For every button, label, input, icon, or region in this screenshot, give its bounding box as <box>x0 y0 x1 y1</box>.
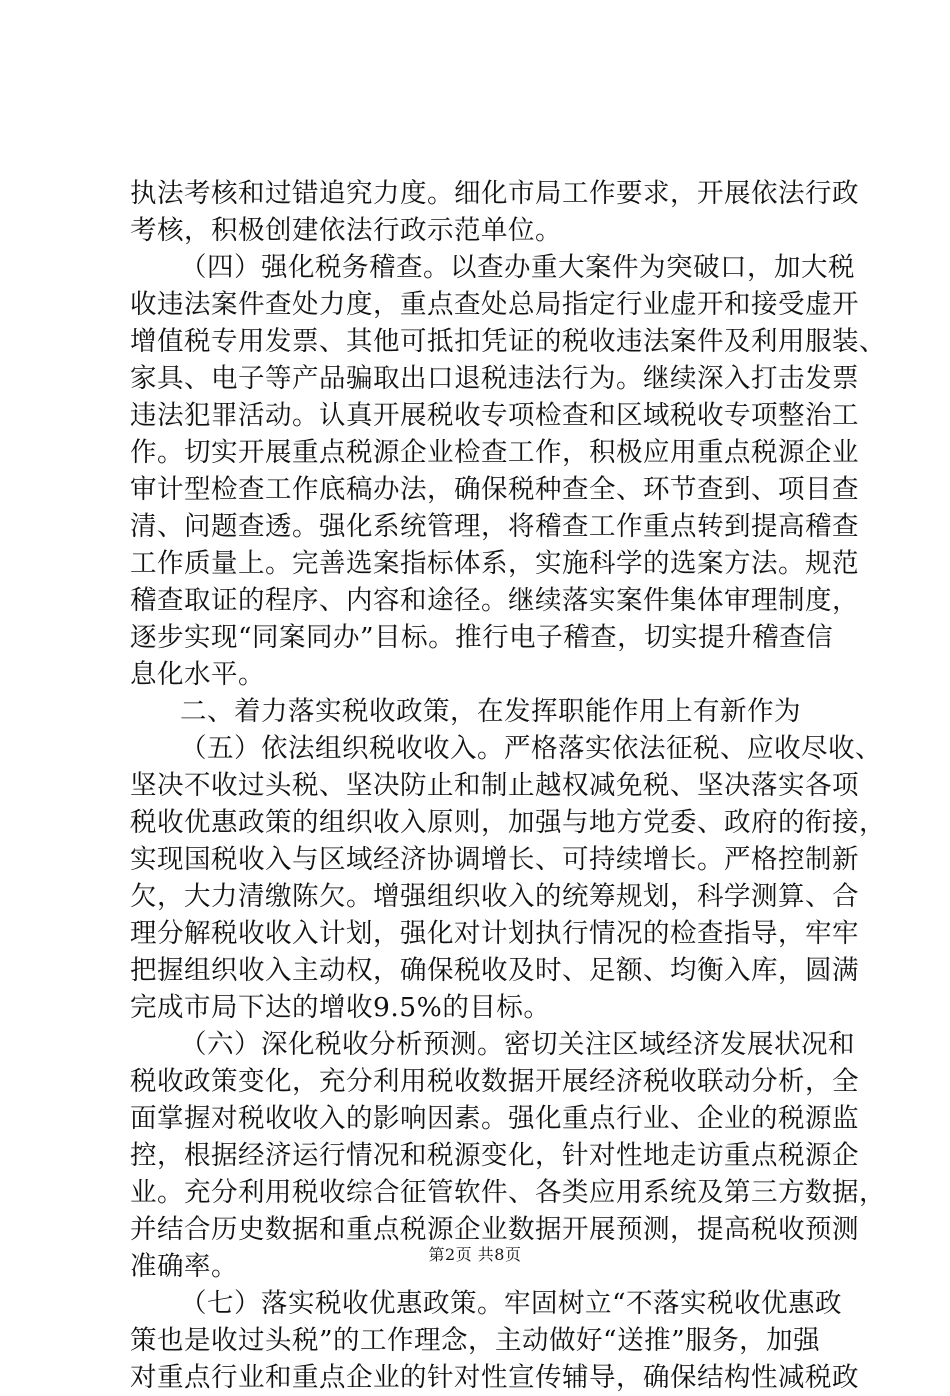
text-line: 策也是收过头税”的工作理念，主动做好“送推”服务，加强 <box>130 1325 821 1356</box>
text-line: 业。充分利用税收综合征管软件、各类应用系统及第三方数据， <box>130 1177 886 1208</box>
text-line: 稽查取证的程序、内容和途径。继续落实案件集体审理制度， <box>130 585 859 616</box>
section-heading-7: （七）落实税收优惠政策。牢固树立“不落实税收优惠政 <box>180 1288 843 1319</box>
section-heading-5: （五）依法组织税收收入。严格落实依法征税、应收尽收、 <box>180 733 882 764</box>
text-line: 坚决不收过头税、坚决防止和制止越权减免税、坚决落实各项 <box>130 770 859 801</box>
text-line: 违法犯罪活动。认真开展税收专项检查和区域税收专项整治工 <box>130 400 859 431</box>
section-heading-6: （六）深化税收分析预测。密切关注区域经济发展状况和 <box>180 1029 855 1060</box>
text-line: 执法考核和过错追究力度。细化市局工作要求，开展依法行政 <box>130 178 859 209</box>
text-line: 实现国税收入与区域经济协调增长、可持续增长。严格控制新 <box>130 844 859 875</box>
text-line: 作。切实开展重点税源企业检查工作，积极应用重点税源企业 <box>130 437 859 468</box>
page-footer <box>0 1244 950 1266</box>
text-line: 并结合历史数据和重点税源企业数据开展预测，提高税收预测 <box>130 1214 859 1245</box>
text-line: 理分解税收收入计划，强化对计划执行情况的检查指导，牢牢 <box>130 918 859 949</box>
text-line: 审计型检查工作底稿办法，确保税种查全、环节查到、项目查 <box>130 474 859 505</box>
text-line: 对重点行业和重点企业的针对性宣传辅导，确保结构性减税政 <box>130 1362 859 1393</box>
text-line: 面掌握对税收收入的影响因素。强化重点行业、企业的税源监 <box>130 1103 859 1134</box>
text-line: 家具、电子等产品骗取出口退税违法行为。继续深入打击发票 <box>130 363 859 394</box>
text-line: 增值税专用发票、其他可抵扣凭证的税收违法案件及利用服装、 <box>130 326 886 357</box>
text-line: 清、问题查透。强化系统管理，将稽查工作重点转到提高稽查 <box>130 511 859 542</box>
text-line: 工作质量上。完善选案指标体系，实施科学的选案方法。规范 <box>130 548 859 579</box>
text-line: 完成市局下达的增收9.5%的目标。 <box>130 992 551 1023</box>
text-line: 税收优惠政策的组织收入原则，加强与地方党委、政府的衔接， <box>130 807 886 838</box>
text-line: 逐步实现“同案同办”目标。推行电子稽查，切实提升稽查信 <box>130 622 834 653</box>
text-line: 欠，大力清缴陈欠。增强组织收入的统筹规划，科学测算、合 <box>130 881 859 912</box>
text-line: 税收政策变化，充分利用税收数据开展经济税收联动分析，全 <box>130 1066 859 1097</box>
text-line: 考核，积极创建依法行政示范单位。 <box>130 215 562 246</box>
text-line: 把握组织收入主动权，确保税收及时、足额、均衡入库，圆满 <box>130 955 859 986</box>
text-line: 控，根据经济运行情况和税源变化，针对性地走访重点税源企 <box>130 1140 859 1171</box>
text-line: 准确率。 <box>130 1251 238 1282</box>
body-text <box>130 175 886 1396</box>
section-heading-4: （四）强化税务稽查。以查办重大案件为突破口，加大税 <box>180 252 855 283</box>
text-line: 息化水平。 <box>130 659 265 690</box>
section-heading-2: 二、着力落实税收政策，在发挥职能作用上有新作为 <box>180 696 801 727</box>
text-line: 收违法案件查处力度，重点查处总局指定行业虚开和接受虚开 <box>130 289 859 320</box>
page-number: 第2页 共8页 <box>428 1245 522 1264</box>
